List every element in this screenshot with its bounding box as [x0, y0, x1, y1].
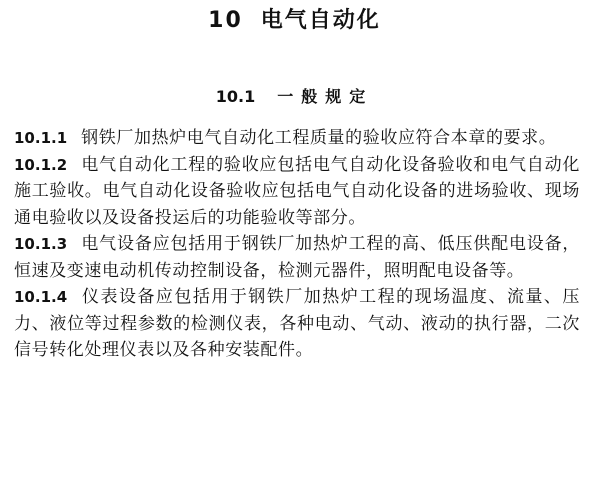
section-title: [0, 86, 589, 108]
clause-number: 10.1.4: [14, 288, 68, 306]
clause-10-1-1: [14, 125, 580, 152]
chapter-number: 10: [208, 8, 243, 33]
clause-list: [14, 125, 580, 364]
clause-text: 电气设备应包括用于钢铁厂加热炉工程的高、低压供配电设备，恒速及变速电动机传动控制设备，检测元器件，照明配电设备等。: [14, 234, 580, 281]
section-number: 10.1: [215, 87, 256, 106]
section-title-text: 一般规定: [277, 87, 374, 106]
clause-text: 电气自动化工程的验收应包括电气自动化设备验收和电气自动化施工验收。电气自动化设备验收应包括电气自动化设备的进场验收、现场通电验收以及设备投运后的功能验收等部分。: [14, 154, 580, 228]
chapter-title: [0, 6, 589, 35]
clause-10-1-4: [14, 284, 580, 364]
clause-10-1-2: [14, 152, 580, 232]
clause-text: 仪表设备应包括用于钢铁厂加热炉工程的现场温度、流量、压力、液位等过程参数的检测仪表，各种电动、气动、液动的执行器，二次信号转化处理仪表以及各种安装配件。: [14, 287, 580, 360]
clause-number: 10.1.2: [14, 155, 68, 174]
clause-number: 10.1.1: [14, 129, 68, 147]
chapter-title-text: 电气自动化: [260, 7, 381, 33]
clause-10-1-3: [14, 231, 580, 284]
clause-text: 钢铁厂加热炉电气自动化工程质量的验收应符合本章的要求。: [81, 128, 557, 148]
clause-number: 10.1.3: [14, 235, 68, 253]
